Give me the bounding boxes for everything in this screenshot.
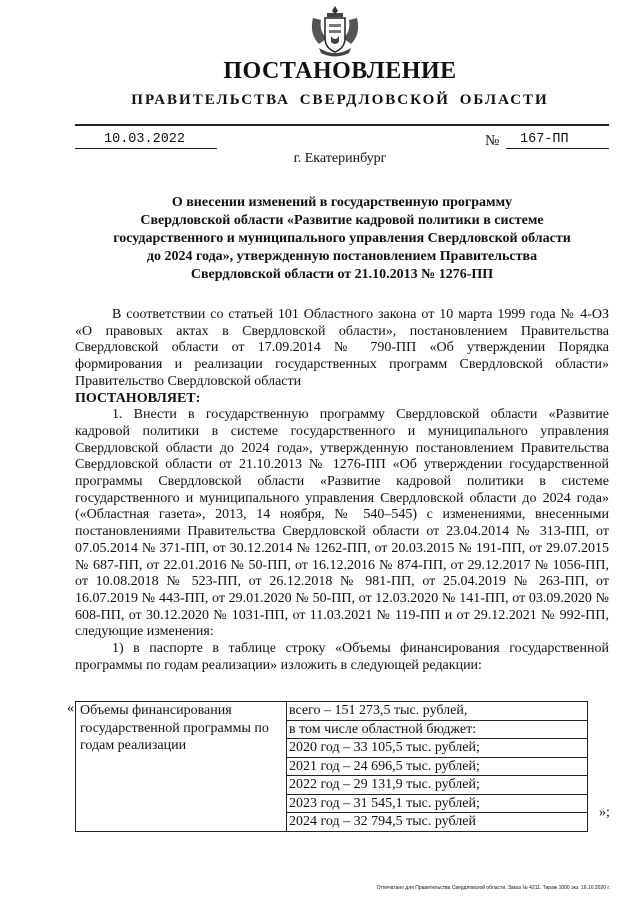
document-body	[75, 307, 609, 674]
preamble-paragraph: В соответствии со статьей 101 Областного закона от 10 марта 1999 года № 4-ОЗ «О правовых актах в Свердловской области», постановлением Правительства Свердловской области от 17.09.2014 № 790-ПП «Об утверждении Порядка формирования и реализации государственных программ Свердловской области» Правительство Свердловской области	[75, 307, 609, 389]
value-line: 2021 год – 24 696,5 тыс. рублей;	[287, 758, 587, 777]
resolves-heading: ПОСТАНОВЛЯЕТ:	[75, 390, 201, 406]
document-number: 167-ПП	[520, 132, 569, 147]
financing-table-block	[67, 701, 615, 832]
value-line: в том числе областной бюджет:	[287, 721, 587, 740]
open-quote: «	[67, 701, 74, 716]
header-divider	[75, 124, 609, 126]
date-underline	[75, 148, 217, 149]
value-line: 2022 год – 29 131,9 тыс. рублей;	[287, 776, 587, 795]
subitem-1-paragraph: 1) в паспорте в таблице строку «Объемы финансирования государственной программы по годам реализации» изложить в следующей редакции:	[75, 641, 609, 673]
print-footer: Отпечатано для Правительства Свердловской области. Заказ № 4211. Тираж 1000 экз. 16.10.2020 г.	[376, 885, 610, 891]
issuing-authority: ПРАВИТЕЛЬСТВА СВЕРДЛОВСКОЙ ОБЛАСТИ	[131, 92, 549, 108]
table-row	[76, 702, 588, 832]
table-cell-values	[287, 702, 588, 832]
document-subject: О внесении изменений в государственную программу Свердловской области «Развитие кадровой политики в системе государственного и муниципального управления Свердловской области до 2024 года», утвержденную постановлением Правительства Свердловской области от 21.10.2013 № 1276-ПП	[113, 195, 571, 282]
city: г. Екатеринбург	[293, 151, 387, 166]
value-line: 2024 год – 32 794,5 тыс. рублей	[289, 814, 476, 829]
financing-table	[75, 701, 588, 832]
coat-of-arms-emblem	[305, 4, 365, 60]
close-quote: »;	[599, 805, 610, 820]
table-cell-label: Объемы финансирования государственной программы по годам реализации	[76, 702, 287, 832]
document-date: 10.03.2022	[104, 132, 186, 147]
value-line: 2023 год – 31 545,1 тыс. рублей;	[287, 795, 587, 814]
value-line: 2020 год – 33 105,5 тыс. рублей;	[287, 739, 587, 758]
number-sign: №	[485, 133, 500, 149]
number-underline	[506, 148, 609, 149]
value-line: всего – 151 273,5 тыс. рублей,	[287, 702, 587, 721]
document-type-title: ПОСТАНОВЛЕНИЕ	[223, 58, 457, 84]
item-1-paragraph: 1. Внести в государственную программу Свердловской области «Развитие кадровой политики в системе государственного и муниципального управления Свердловской области до 2024 года», утвержденную постановлением Правительства Свердловской области от 21.10.2013 № 1276-ПП «Об утверждении государственной программы Свердловской области «Развитие кадровой политики в системе государственного и муниципального управления Свердловской области до 2024 года» («Областная газета», 2013, 14 ноября, № 540–545) с изменениями, внесенными постановлениями Правительства Свердловской области от 23.04.2014 № 313-ПП, от 07.05.2014 № 371-ПП, от 30.12.2014 № 1262-ПП, от 20.03.2015 № 191-ПП, от 29.07.2015 № 687-ПП, от 22.01.2016 № 50-ПП, от 16.12.2016 № 874-ПП, от 29.12.2017 № 1056-ПП, от 10.08.2018 № 523-ПП, от 26.12.2018 № 981-ПП, от 25.04.2019 № 263-ПП, от 16.07.2019 № 443-ПП, от 29.01.2020 № 50-ПП, от 12.03.2020 № 141-ПП, от 03.09.2020 № 608-ПП, от 30.12.2020 № 1031-ПП, от 11.03.2021 № 119-ПП и от 29.12.2021 № 992-ПП, следующие изменения:	[75, 407, 609, 640]
